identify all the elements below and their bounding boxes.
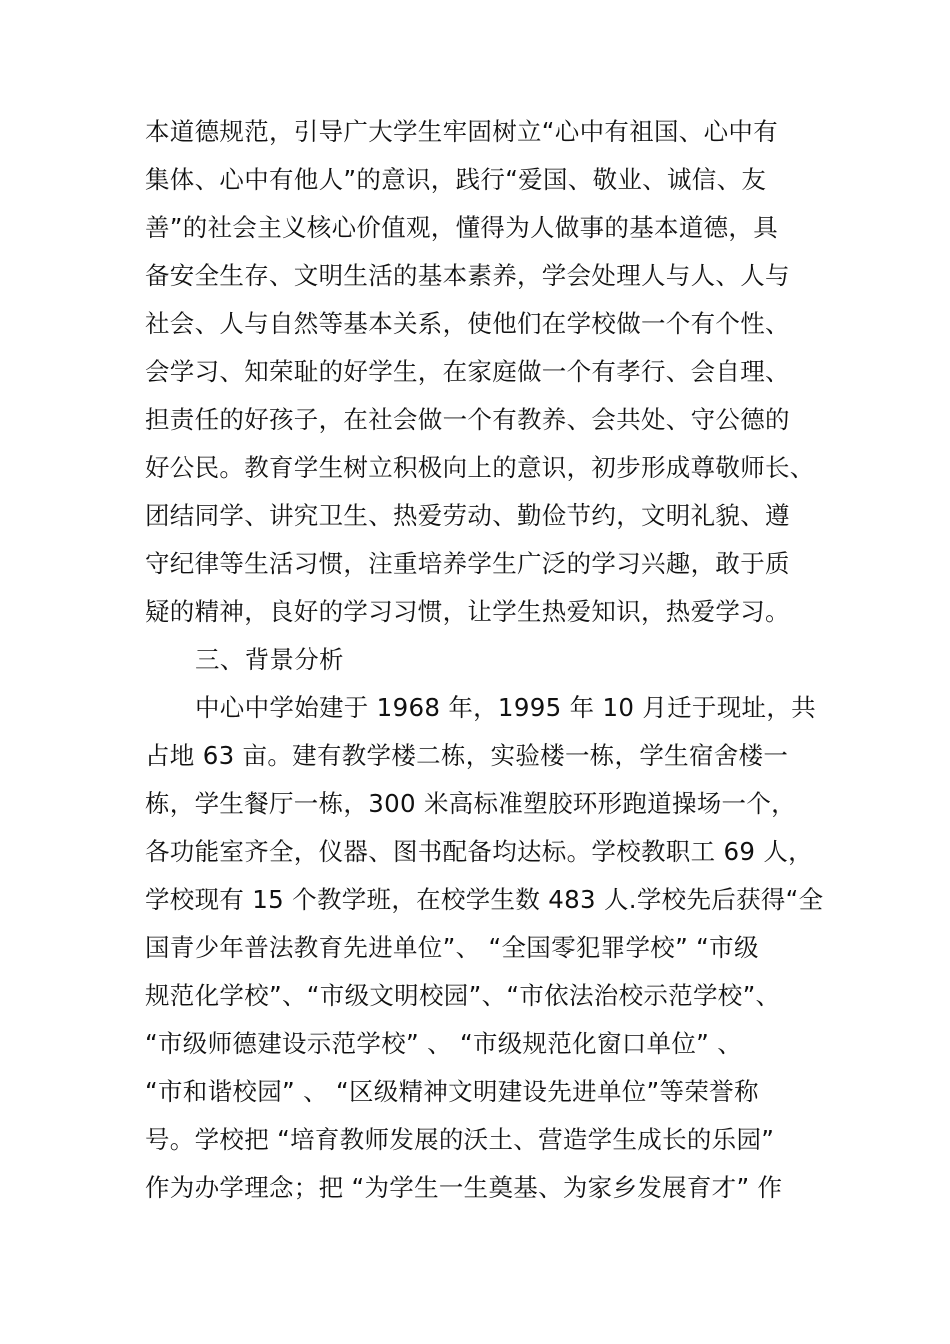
text-line: 占地 63 亩。建有教学楼二栋，实验楼一栋，学生宿舍楼一 <box>145 741 789 770</box>
text-line: 疑的精神，良好的学习习惯，让学生热爱知识，热爱学习。 <box>145 597 790 626</box>
text-line: “市级师德建设示范学校” 、 “市级规范化窗口单位” 、 <box>145 1029 743 1058</box>
text-line: 号。学校把 “培育教师发展的沃土、营造学生成长的乐园” <box>145 1125 775 1154</box>
text-line: 备安全生存、文明生活的基本素养，学会处理人与人、人与 <box>145 261 790 290</box>
text-line: 规范化学校”、“市级文明校园”、“市依法治校示范学校”、 <box>145 981 781 1010</box>
text-line: 团结同学、讲究卫生、热爱劳动、勤俭节约，文明礼貌、遵 <box>145 501 790 530</box>
text-line: 学校现有 15 个教学班，在校学生数 483 人.学校先后获得“全 <box>145 885 824 914</box>
text-line: “市和谐校园” 、 “区级精神文明建设先进单位”等荣誉称 <box>145 1077 759 1106</box>
text-line: 本道德规范，引导广大学生牢固树立“心中有祖国、心中有 <box>145 117 778 146</box>
text-line: 集体、心中有他人”的意识，践行“爱国、敬业、诚信、友 <box>145 165 767 194</box>
text-line: 各功能室齐全，仪器、图书配备均达标。学校教职工 69 人， <box>145 837 813 866</box>
text-line: 栋，学生餐厅一栋，300 米高标准塑胶环形跑道操场一个， <box>145 789 796 818</box>
text-line: 守纪律等生活习惯，注重培养学生广泛的学习兴趣，敢于质 <box>145 549 790 578</box>
section-heading: 三、背景分析 <box>195 645 344 674</box>
text-line: 中心中学始建于 1968 年，1995 年 10 月迁于现址，共 <box>195 693 816 722</box>
text-line: 善”的社会主义核心价值观，懂得为人做事的基本道德，具 <box>145 213 778 242</box>
text-line: 会学习、知荣耻的好学生，在家庭做一个有孝行、会自理、 <box>145 357 790 386</box>
text-line: 社会、人与自然等基本关系，使他们在学校做一个有个性、 <box>145 309 790 338</box>
text-line: 作为办学理念；把 “为学生一生奠基、为家乡发展育才” 作 <box>145 1173 783 1202</box>
text-line: 国青少年普法教育先进单位”、 “全国零犯罪学校” “市级 <box>145 933 759 962</box>
text-line: 好公民。教育学生树立积极向上的意识，初步形成尊敬师长、 <box>145 453 815 482</box>
text-line: 担责任的好孩子，在社会做一个有教养、会共处、守公德的 <box>145 405 790 434</box>
